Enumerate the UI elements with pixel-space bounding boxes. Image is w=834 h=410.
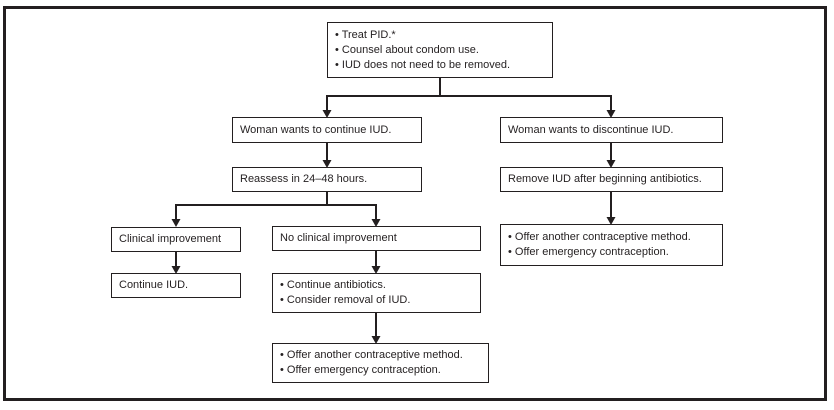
node-label: Reassess in 24–48 hours. <box>240 173 368 185</box>
node-clinical-improvement <box>111 227 241 252</box>
node-offer-alternatives-bottom <box>272 343 489 383</box>
bullet-line: • Offer emergency contraception. <box>508 246 669 258</box>
node-label: Continue IUD. <box>119 279 189 291</box>
node-label: Clinical improvement <box>119 233 222 245</box>
bullet-line: • IUD does not need to be removed. <box>335 58 511 71</box>
bullet-line: • Offer another contraceptive method. <box>508 231 691 243</box>
node-treat-pid <box>327 22 553 78</box>
node-continue-iud <box>111 273 241 298</box>
node-label: No clinical improvement <box>280 232 397 244</box>
node-woman-wants-continue-iud <box>232 117 422 143</box>
bullet-line: • Counsel about condom use. <box>335 43 479 56</box>
bullet-line: • Offer another contraceptive method. <box>280 349 463 361</box>
bullet-line: • Treat PID.* <box>335 28 396 41</box>
arrowhead-icon <box>172 219 181 227</box>
bullet-line: • Consider removal of IUD. <box>280 294 411 306</box>
node-label: Woman wants to continue IUD. <box>240 123 392 136</box>
node-label: Remove IUD after beginning antibiotics. <box>508 173 702 185</box>
bullet-line: • Offer emergency contraception. <box>280 364 441 376</box>
bullet-line: • Continue antibiotics. <box>280 279 386 291</box>
node-label: Woman wants to discontinue IUD. <box>508 123 674 136</box>
node-remove-iud <box>500 167 723 192</box>
node-no-clinical-improvement <box>272 226 481 251</box>
node-woman-wants-discontinue-iud <box>500 117 723 143</box>
node-continue-antibiotics <box>272 273 481 313</box>
node-reassess <box>232 167 422 192</box>
node-offer-alternatives-right <box>500 224 723 266</box>
